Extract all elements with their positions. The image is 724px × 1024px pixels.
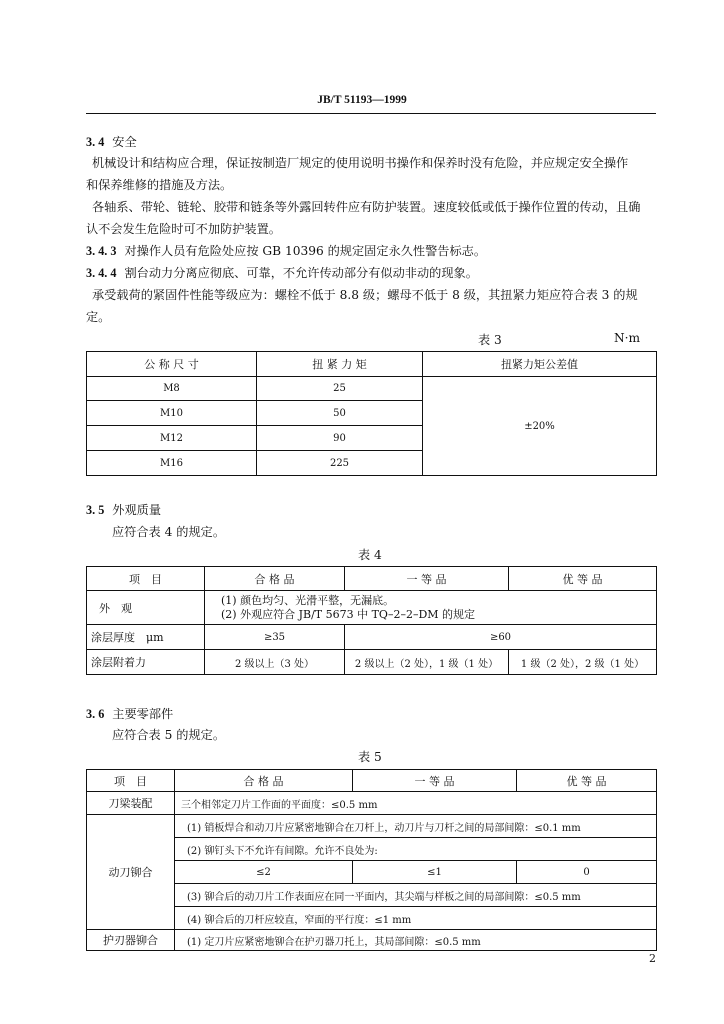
paragraph-line: 各轴系、带轮、链轮、胶带和链条等外露回转件应有防护装置。速度较低或低于操作位置的传动，且确 — [92, 200, 641, 214]
table-row — [87, 815, 657, 838]
paragraph-line: 应符合表 5 的规定。 — [112, 728, 226, 742]
table-row — [87, 930, 657, 951]
row-label: 护刃器铆合 — [87, 930, 175, 951]
header-cell: 公 称 尺 寸 — [87, 352, 257, 377]
header-cell: 扭 紧 力 矩 — [257, 352, 423, 377]
section-title: 安全 — [112, 135, 137, 149]
paragraph-line: 定。 — [86, 310, 111, 324]
table-row — [87, 377, 657, 401]
clause-number: 3. 4. 4 — [86, 266, 117, 280]
qualified-value: ≤2 — [175, 861, 353, 884]
excellent-value: 0 — [517, 861, 657, 884]
size-cell: M10 — [87, 401, 257, 426]
table-header-row — [87, 770, 657, 792]
requirement-line: (2) 外观应符合 JB/T 5673 中 TQ–2–2–DM 的规定 — [221, 607, 476, 621]
size-cell: M12 — [87, 426, 257, 451]
section-number: 3. 4 — [86, 135, 105, 149]
section-3-4-heading — [86, 134, 137, 150]
first-class-value: ≤1 — [353, 861, 517, 884]
header-cell: 项 目 — [87, 770, 175, 792]
section-title: 主要零部件 — [112, 707, 174, 721]
torque-cell: 50 — [257, 401, 423, 426]
requirement-text: (1) 定刀片应紧密地铆合在护刃器刀托上，其局部间隙：≤0.5 mm — [175, 930, 657, 951]
row-label: 涂层厚度 μm — [87, 625, 205, 650]
qualified-value: 2 级以上（3 处） — [205, 650, 345, 675]
requirement-text: (2) 铆钉头下不允许有间隙。允许不良处为: — [175, 838, 657, 861]
paragraph-line: 认不会发生危险时可不加防护装置。 — [86, 222, 281, 236]
table-5-caption: 表 5 — [358, 750, 382, 764]
section-title: 外观质量 — [112, 503, 162, 517]
header-cell: 一 等 品 — [353, 770, 517, 792]
header-cell: 项 目 — [87, 567, 205, 591]
row-label: 外 观 — [87, 591, 205, 625]
row-label: 涂层附着力 — [87, 650, 205, 675]
table-3 — [86, 351, 657, 476]
paragraph-line: 承受载荷的紧固件性能等级应为：螺栓不低于 8.8 级；螺母不低于 8 级，其扭紧力矩应符合表 3 的规 — [92, 288, 638, 302]
clause-3-4-4 — [86, 265, 478, 281]
table-4 — [86, 566, 657, 675]
excellent-value: 1 级（2 处），2 级（1 处） — [509, 650, 657, 675]
header-cell: 合 格 品 — [205, 567, 345, 591]
size-cell: M16 — [87, 451, 257, 476]
requirement-text: (1) 销板焊合和动刀片应紧密地铆合在刀杆上，动刀片与刀杆之间的局部间隙：≤0.1 mm — [175, 815, 657, 838]
clause-text: 割台动力分离应彻底、可靠，不允许传动部分有似动非动的现象。 — [124, 266, 478, 280]
table-5 — [86, 769, 657, 951]
standard-number-header: JB/T 51193—1999 — [317, 94, 407, 106]
table-header-row — [87, 567, 657, 591]
requirement-text: 三个相邻定刀片工作面的平面度：≤0.5 mm — [175, 792, 657, 815]
row-label: 动刀铆合 — [87, 815, 175, 930]
section-3-5-heading — [86, 502, 161, 518]
torque-cell: 225 — [257, 451, 423, 476]
header-cell: 一 等 品 — [345, 567, 509, 591]
header-cell: 优 等 品 — [509, 567, 657, 591]
torque-cell: 25 — [257, 377, 423, 401]
table-3-unit: N·m — [614, 331, 641, 345]
header-cell: 扭紧力矩公差值 — [423, 352, 657, 377]
first-class-value: 2 级以上（2 处），1 级（1 处） — [345, 650, 509, 675]
appearance-requirements — [205, 591, 657, 625]
torque-cell: 90 — [257, 426, 423, 451]
qualified-value: ≥35 — [205, 625, 345, 650]
table-4-caption: 表 4 — [358, 548, 382, 562]
table-row — [87, 792, 657, 815]
header-rule — [86, 113, 656, 114]
row-label: 刀梁装配 — [87, 792, 175, 815]
header-cell: 合 格 品 — [175, 770, 353, 792]
clause-text: 对操作人员有危险处应按 GB 10396 的规定固定永久性警告标志。 — [124, 244, 487, 258]
page-number: 2 — [649, 952, 656, 965]
table-row — [87, 650, 657, 675]
tolerance-cell: ±20% — [423, 377, 657, 476]
header-cell: 优 等 品 — [517, 770, 657, 792]
size-cell: M8 — [87, 377, 257, 401]
section-number: 3. 6 — [86, 707, 105, 721]
first-class-excellent-value: ≥60 — [345, 625, 657, 650]
requirement-text: (3) 铆合后的动刀片工作表面应在同一平面内，其尖端与样板之间的局部间隙：≤0.5 mm — [175, 884, 657, 907]
requirement-text: (4) 铆合后的刀杆应较直，窄面的平行度：≤1 mm — [175, 907, 657, 930]
table-row — [87, 591, 657, 625]
section-3-6-heading — [86, 706, 173, 722]
table-3-caption: 表 3 — [478, 333, 502, 347]
requirement-line: (1) 颜色均匀、光滑平整，无漏底。 — [221, 593, 395, 607]
paragraph-line: 应符合表 4 的规定。 — [112, 525, 226, 539]
table-row — [87, 625, 657, 650]
paragraph-line: 和保养维修的措施及方法。 — [86, 178, 233, 192]
section-number: 3. 5 — [86, 503, 105, 517]
clause-number: 3. 4. 3 — [86, 244, 117, 258]
table-header-row — [87, 352, 657, 377]
paragraph-line: 机械设计和结构应合理，保证按制造厂规定的使用说明书操作和保养时没有危险，并应规定安全操作 — [92, 156, 629, 170]
clause-3-4-3 — [86, 243, 486, 259]
